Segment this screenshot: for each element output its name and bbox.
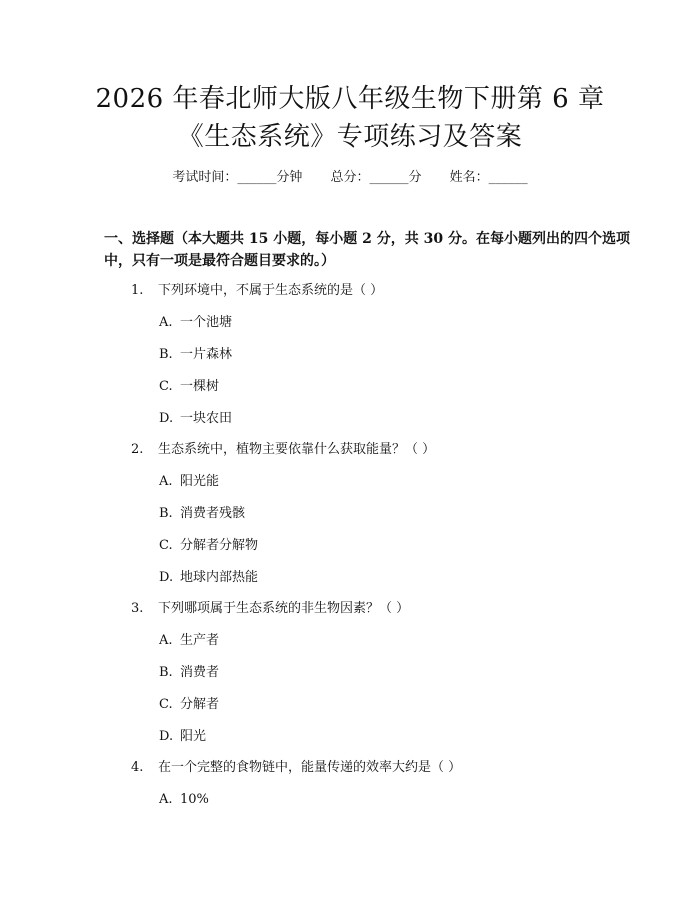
question-3 [131, 599, 409, 619]
exam-info-row [0, 168, 700, 188]
question-number: 3. [131, 601, 144, 616]
option-text: 一个池塘 [180, 315, 233, 330]
question-3-option-c [159, 695, 219, 715]
option-letter: A. [159, 315, 173, 330]
option-text: 分解者 [180, 697, 220, 712]
question-3-option-a [159, 631, 219, 651]
question-text: 下列哪项属于生态系统的非生物因素？（ ） [158, 601, 410, 616]
option-text: 阳光能 [180, 474, 220, 489]
question-2-option-a [159, 472, 219, 492]
option-letter: D. [159, 570, 174, 585]
question-3-option-b [159, 663, 219, 683]
option-letter: C. [159, 697, 173, 712]
question-2-option-c [159, 536, 258, 556]
option-text: 消费者 [180, 665, 220, 680]
question-number: 4. [131, 760, 144, 775]
question-text: 下列环境中，不属于生态系统的是（ ） [158, 283, 384, 298]
question-1-option-c [159, 377, 219, 397]
option-letter: A. [159, 792, 173, 807]
option-letter: A. [159, 633, 173, 648]
question-number: 1. [131, 283, 144, 298]
question-1 [131, 281, 383, 301]
option-letter: B. [159, 665, 173, 680]
option-letter: B. [159, 347, 173, 362]
exam-time-field: 考试时间：______分钟 [172, 170, 303, 185]
option-text: 10% [180, 792, 209, 807]
question-3-option-d [159, 727, 206, 747]
option-text: 地球内部热能 [180, 570, 259, 585]
option-text: 一块农田 [180, 411, 233, 426]
question-4 [131, 758, 461, 778]
question-2 [131, 440, 435, 460]
total-score-field: 总分：______分 [330, 170, 422, 185]
question-number: 2. [131, 442, 144, 457]
section-header-multiple-choice: 一、选择题（本大题共 15 小题，每小题 2 分，共 30 分。在每小题列出的四个选项中，只有一项是最符合题目要求的。） [104, 231, 630, 269]
question-1-option-b [159, 345, 232, 365]
question-2-option-b [159, 504, 245, 524]
question-text: 生态系统中，植物主要依靠什么获取能量？（ ） [158, 442, 436, 457]
option-text: 一棵树 [180, 379, 220, 394]
option-letter: C. [159, 379, 173, 394]
question-1-option-d [159, 409, 232, 429]
option-letter: B. [159, 506, 173, 521]
option-text: 生产者 [180, 633, 220, 648]
student-name-field: 姓名：______ [449, 170, 528, 185]
option-text: 阳光 [180, 729, 207, 744]
document-title-line-2: 《生态系统》专项练习及答案 [177, 122, 523, 152]
option-letter: C. [159, 538, 173, 553]
option-text: 分解者分解物 [180, 538, 259, 553]
option-letter: D. [159, 729, 174, 744]
option-letter: A. [159, 474, 173, 489]
question-2-option-d [159, 568, 258, 588]
question-1-option-a [159, 313, 232, 333]
document-title-line-1: 2026 年春北师大版八年级生物下册第 6 章 [95, 84, 605, 114]
option-text: 一片森林 [180, 347, 233, 362]
option-text: 消费者残骸 [180, 506, 246, 521]
question-4-option-a [159, 790, 209, 810]
question-text: 在一个完整的食物链中，能量传递的效率大约是（ ） [158, 760, 462, 775]
option-letter: D. [159, 411, 174, 426]
